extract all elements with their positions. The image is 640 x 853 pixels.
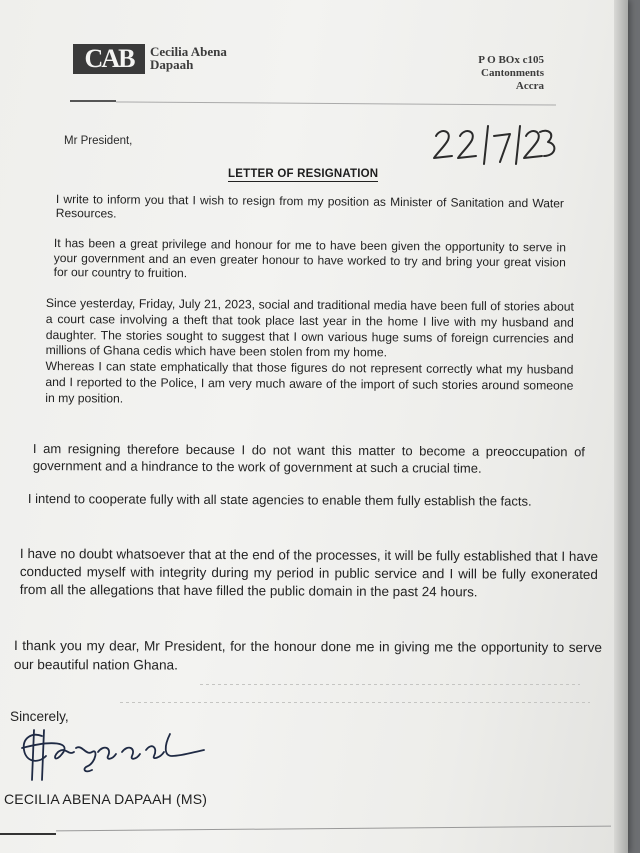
salutation: Mr President, (64, 135, 133, 147)
letter-paragraph: I am resigning therefore because I do not want this matter to become a preoccupation of government and a hindrance to the work of government at such a crucial time. (32, 441, 585, 476)
address-line: Cantonments (481, 67, 544, 79)
letterhead-divider (116, 101, 556, 105)
closing: Sincerely, (10, 709, 69, 724)
letter-paragraph: I intend to cooperate fully with all state agencies to enable them fully establish the facts. (27, 491, 532, 509)
handwritten-date-text: 22/7/23 (428, 122, 432, 123)
faint-line (200, 684, 580, 685)
paper-edge (614, 0, 628, 853)
letter-paragraph: It has been a great privilege and honour for me to have been given the opportunity to serve in your government and an even greater honour to have worked to try and bring your great vision for our country to fruition. (53, 236, 566, 281)
signatory-name: CECILIA ABENA DAPAAH (MS) (4, 791, 208, 807)
letter-paragraph: I have no doubt whatsoever that at the end of the processes, it will be fully established that I have conducted myself with integrity during my period in public service and I will be fully exonerated from all the allegations that have filled the public domain in the past 24 hours. (19, 546, 598, 600)
letter-paragraph-group (45, 296, 574, 410)
letterhead-rule (70, 100, 116, 102)
footer-divider (56, 826, 611, 832)
letter-paragraph: Since yesterday, Friday, July 21, 2023, social and traditional media have been full of stories about a court case involving a theft that took place last year in the home I live with my husband and daughter. The stories sought to suggest that I own various huge sums of foreign currencies and millions of Ghana cedis which have been stolen from my home. (45, 296, 574, 360)
letterhead-name-line1: Cecilia Abena (150, 44, 227, 59)
signature-image (12, 722, 212, 784)
letterhead-logo: CAB (73, 44, 145, 74)
footer-rule (0, 833, 56, 835)
handwritten-date (428, 122, 558, 167)
letter-paragraph: Whereas I can state emphatically that those figures do not represent correctly what my husband and I reported to the Police, I am very much aware of the import of such stories around someone in my position. (45, 359, 574, 406)
letter-paragraph: I thank you my dear, Mr President, for the honour done me in giving me the opportunity to serve our beautiful nation Ghana. (13, 638, 602, 673)
address-line: P O BOx c105 (478, 54, 544, 66)
letter-heading: LETTER OF RESIGNATION (228, 168, 379, 180)
address-line: Accra (515, 80, 544, 92)
letterhead-name-line2: Dapaah (150, 57, 194, 72)
letterhead-address (478, 54, 544, 93)
letterhead-name (150, 45, 227, 71)
letter-paragraph: I write to inform you that I wish to resign from my position as Minister of Sanitation and Water Resources. (55, 192, 564, 221)
faint-line (120, 702, 590, 703)
